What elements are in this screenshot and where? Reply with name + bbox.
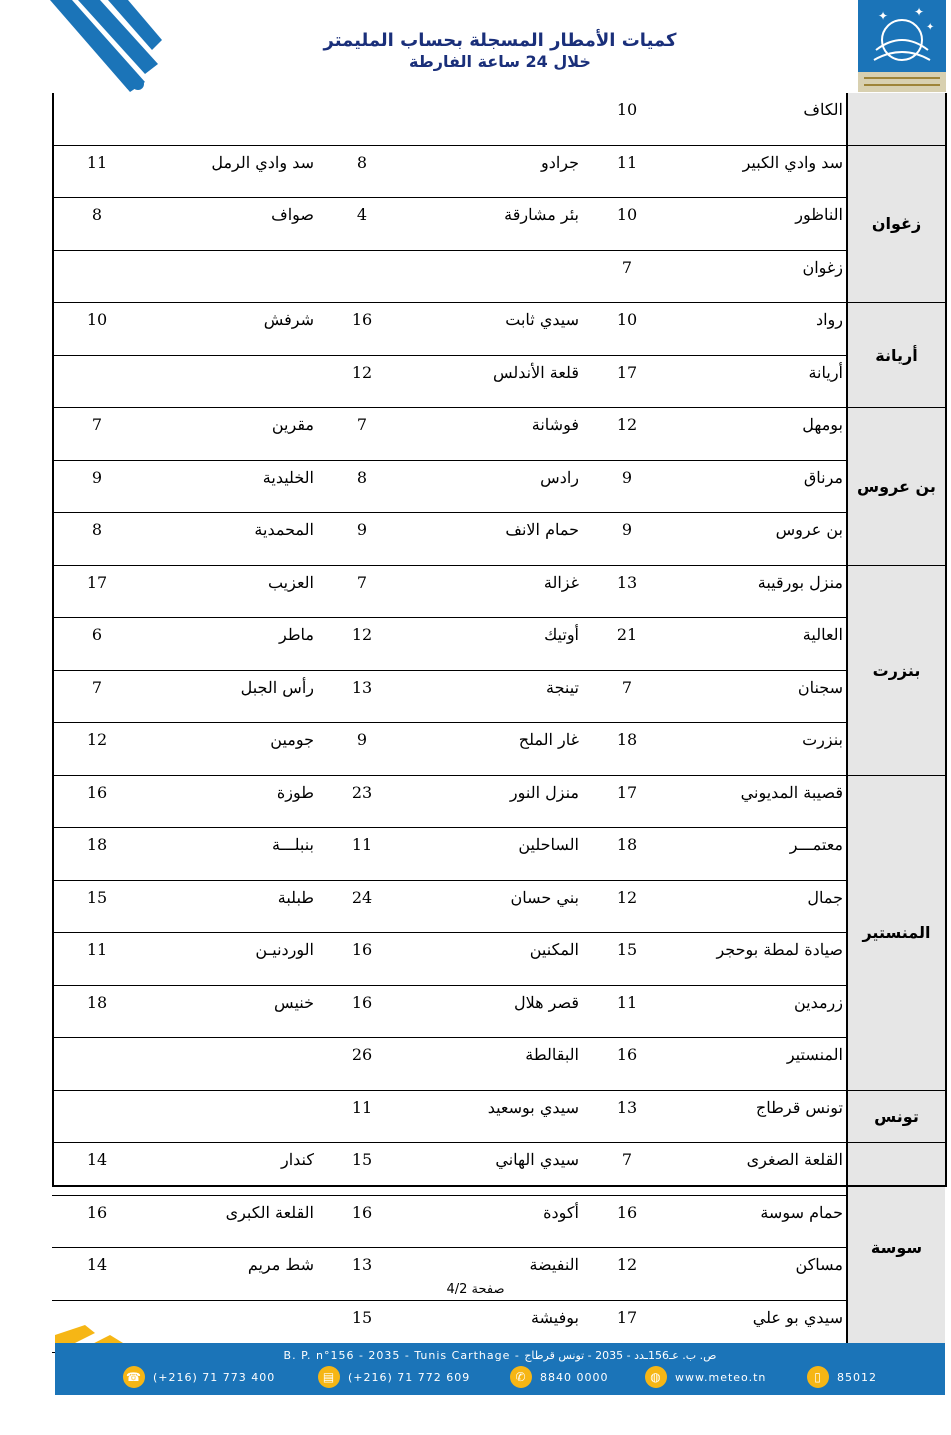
station-name: زرمدين [793, 992, 843, 1012]
rain-value: 17 [616, 782, 638, 802]
station-name: بومهل [802, 415, 843, 434]
station-name: سيدي الهاني [495, 1150, 579, 1169]
rain-value: 11 [351, 1097, 373, 1117]
rain-value: 13 [616, 1097, 638, 1117]
table-row [52, 670, 945, 723]
rain-value [317, 250, 407, 303]
rain-value: 8 [91, 520, 103, 539]
station-name: الخليدية [262, 467, 314, 487]
station-name: سد وادي الكبير [742, 152, 843, 172]
station-name: منزل بورقيبة [757, 572, 843, 592]
governorate-label: المنستير [847, 775, 945, 1090]
rain-value: 9 [91, 467, 103, 487]
station-name: غزالة [543, 572, 579, 592]
rain-value: 17 [86, 572, 108, 592]
rain-value: 16 [351, 992, 373, 1012]
footer-fax[interactable] [318, 1365, 470, 1389]
station-name: معتمـــر [789, 835, 843, 854]
table-row [52, 933, 945, 986]
rain-value: 9 [621, 520, 633, 539]
footer-website[interactable] [645, 1365, 766, 1389]
table-row [52, 303, 945, 356]
rain-value [52, 250, 142, 303]
rain-value: 18 [616, 730, 638, 749]
station-name: جرادو [540, 152, 579, 172]
rain-value: 16 [616, 1202, 638, 1222]
footer-fax-text: (+216) 71 772 609 [348, 1370, 471, 1384]
page-number: صفحة 4/2 [446, 1282, 505, 1297]
footer-toll-free[interactable] [510, 1365, 609, 1389]
station-name: حمام الانف [505, 520, 579, 539]
rain-value [52, 1038, 142, 1091]
station-name: القلعة الكبرى [225, 1202, 314, 1222]
table-row [52, 198, 945, 251]
rain-value: 10 [616, 205, 638, 224]
rain-value: 12 [616, 887, 638, 907]
station-name: أكودة [543, 1202, 579, 1222]
station-name: حمام سوسة [760, 1202, 843, 1222]
station-name: المنستير [786, 1045, 843, 1064]
rain-value: 15 [86, 887, 108, 907]
rain-value: 10 [616, 310, 638, 329]
governorate-label: أريانة [847, 303, 945, 408]
station-name: تينجة [545, 677, 579, 697]
rainfall-table [52, 93, 945, 1353]
station-name: طوزة [276, 782, 314, 802]
station-name [407, 250, 582, 303]
rain-value: 15 [351, 1150, 373, 1169]
footer-sms[interactable] [807, 1365, 877, 1389]
station-name: سيدي بوسعيد [487, 1097, 579, 1117]
station-name: بئر مشارقة [504, 205, 579, 224]
rain-value: 14 [86, 1255, 108, 1274]
station-name: خنيس [274, 992, 314, 1012]
station-name: الوردنيـن [255, 940, 314, 959]
station-name: منزل النور [509, 782, 579, 802]
table-row [52, 618, 945, 671]
rain-value: 7 [356, 415, 368, 434]
station-name: سيدي بو علي [752, 1307, 843, 1327]
station-name: مقرين [271, 415, 314, 434]
station-name: قصر هلال [513, 992, 579, 1012]
rain-value: 6 [91, 625, 103, 644]
footer-toll-free-text: 8840 0000 [540, 1370, 609, 1384]
station-name: سيدي ثابت [505, 310, 579, 329]
rain-value: 17 [616, 362, 638, 382]
rain-value: 17 [616, 1307, 638, 1327]
station-name: قلعة الأندلس [492, 362, 579, 382]
station-name: العالية [802, 625, 843, 644]
station-name: رادس [540, 467, 579, 487]
rain-value: 11 [351, 835, 373, 854]
station-name: أوتيك [544, 625, 579, 644]
station-name: ماطر [278, 625, 314, 644]
rain-value: 7 [621, 257, 633, 277]
station-name: الساحلين [518, 835, 579, 854]
rain-value: 12 [616, 415, 638, 434]
governorate-label: سوسة [847, 1143, 945, 1353]
table-row [52, 1090, 945, 1143]
station-name: بوفيشة [530, 1307, 579, 1327]
footer-phone[interactable] [123, 1365, 275, 1389]
rain-value: 14 [86, 1150, 108, 1169]
rain-value [52, 1090, 142, 1143]
station-name: رأس الجبل [240, 677, 314, 697]
table-row [52, 408, 945, 461]
rain-value: 13 [351, 1255, 373, 1274]
rain-value: 15 [616, 940, 638, 959]
rain-value: 18 [86, 835, 108, 854]
table-row [52, 985, 945, 1038]
rain-value: 11 [616, 992, 638, 1012]
station-name: كندار [280, 1150, 314, 1169]
rain-value: 21 [616, 625, 638, 644]
rain-value: 16 [86, 1202, 108, 1222]
station-name: القلعة الصغرى [746, 1150, 843, 1169]
station-name: سجنان [797, 677, 843, 697]
station-name: بني حسان [510, 887, 579, 907]
station-name: طبلبة [277, 887, 314, 907]
station-name [142, 250, 317, 303]
station-name: صواف [271, 205, 314, 224]
station-name: فوشانة [531, 415, 579, 434]
station-name: شط مريم [247, 1255, 314, 1274]
rain-value: 10 [616, 100, 638, 119]
rain-value [52, 93, 142, 145]
footer-address: B. P. n°156 - 2035 - Tunis Carthage - ص. ب. عـ156ـدد - 2035 - تونس قرطاج [283, 1349, 717, 1362]
stripes-logo [50, 0, 165, 92]
mobile-icon: ▯ [807, 1366, 829, 1388]
rain-value: 8 [356, 152, 368, 172]
rain-value: 8 [91, 205, 103, 224]
rain-value [52, 355, 142, 408]
station-name: رواد [815, 310, 843, 329]
table-row [52, 145, 945, 198]
station-name: بن عروس [775, 520, 843, 539]
table-row [52, 723, 945, 776]
station-name: بنبلـــة [271, 835, 314, 854]
rain-value: 11 [86, 940, 108, 959]
station-name: شرفش [263, 310, 314, 329]
rain-value: 16 [616, 1045, 638, 1064]
rain-value: 7 [356, 572, 368, 592]
table-row [52, 513, 945, 566]
governorate-label: تونس [847, 1090, 945, 1143]
rain-value: 8 [356, 467, 368, 487]
rain-value: 12 [616, 1255, 638, 1274]
page-title: كميات الأمطار المسجلة بحساب المليمتر [323, 30, 677, 51]
rain-value: 24 [351, 887, 373, 907]
station-name: جومين [270, 730, 314, 749]
table-row [52, 250, 945, 303]
rain-value: 18 [86, 992, 108, 1012]
station-name [142, 355, 317, 408]
handset-icon: ✆ [510, 1366, 532, 1388]
table-row [52, 93, 945, 145]
table-row [52, 880, 945, 933]
station-name [407, 93, 582, 145]
rain-value: 11 [86, 152, 108, 172]
station-name: جمال [807, 887, 843, 907]
station-name [142, 1038, 317, 1091]
footer-website-text: www.meteo.tn [675, 1370, 767, 1384]
station-name: النفيضة [529, 1255, 579, 1274]
governorate-label: بنزرت [847, 565, 945, 775]
table-row [52, 1143, 945, 1196]
station-name: تونس قرطاج [755, 1097, 843, 1117]
rain-value: 12 [351, 625, 373, 644]
rain-value [317, 93, 407, 145]
station-name [142, 93, 317, 145]
station-name: المحمدية [254, 520, 314, 539]
fax-icon: ▤ [318, 1366, 340, 1388]
rain-value: 7 [621, 1150, 633, 1169]
table-row [52, 828, 945, 881]
rain-value: 11 [616, 152, 638, 172]
footer-phone-text: (+216) 71 773 400 [153, 1370, 276, 1384]
svg-text:✦: ✦ [914, 5, 925, 19]
rain-value: 13 [351, 677, 373, 697]
globe-icon: ◍ [645, 1366, 667, 1388]
governorate-label: زغوان [847, 145, 945, 303]
station-name: البقالطة [525, 1045, 579, 1064]
table-row [52, 775, 945, 828]
station-name: مرناق [803, 467, 843, 487]
station-name: قصيبة المديوني [740, 782, 843, 802]
rain-value: 16 [351, 1202, 373, 1222]
station-name: بنزرت [802, 730, 843, 749]
page-subtitle: خلال 24 ساعة الفارطة [409, 52, 591, 71]
footer-sms-text: 85012 [837, 1370, 877, 1384]
station-name: صيادة لمطة بوحجر [716, 940, 843, 959]
rain-value: 23 [351, 782, 373, 802]
rain-value: 7 [91, 677, 103, 697]
station-name: أريانة [808, 362, 843, 382]
rain-value: 12 [351, 362, 373, 382]
rain-value: 7 [91, 415, 103, 434]
svg-text:✦: ✦ [878, 9, 889, 23]
station-name: سد وادي الرمل [211, 152, 314, 172]
rain-value: 9 [356, 730, 368, 749]
station-name: الكاف [803, 100, 843, 119]
rain-value: 13 [616, 572, 638, 592]
rain-value: 15 [351, 1307, 373, 1327]
rain-value: 4 [356, 205, 368, 224]
footer-bar [55, 1343, 945, 1395]
table-row [52, 460, 945, 513]
station-name: زغوان [802, 257, 843, 277]
phone-icon: ☎ [123, 1366, 145, 1388]
table-row [52, 1038, 945, 1091]
station-name: غار الملح [518, 730, 579, 749]
rain-value: 16 [351, 940, 373, 959]
governorate-label: بن عروس [847, 408, 945, 566]
rain-value: 16 [351, 310, 373, 329]
station-name: الناظور [795, 205, 843, 224]
table-row [52, 355, 945, 408]
station-name: العزيب [267, 572, 314, 592]
station-name: مساكن [795, 1255, 843, 1274]
table-row [52, 1195, 945, 1248]
table-row [52, 565, 945, 618]
rain-value: 10 [86, 310, 108, 329]
rain-value: 7 [621, 677, 633, 697]
rain-value: 18 [616, 835, 638, 854]
rain-value: 26 [351, 1045, 373, 1064]
governorate-label [847, 93, 945, 145]
station-name [142, 1090, 317, 1143]
inm-logo [858, 0, 946, 92]
rain-value: 9 [621, 467, 633, 487]
rain-value: 16 [86, 782, 108, 802]
svg-text:✦: ✦ [926, 22, 935, 33]
station-name: المكنين [529, 940, 579, 959]
rain-value: 9 [356, 520, 368, 539]
rain-value: 12 [86, 730, 108, 749]
